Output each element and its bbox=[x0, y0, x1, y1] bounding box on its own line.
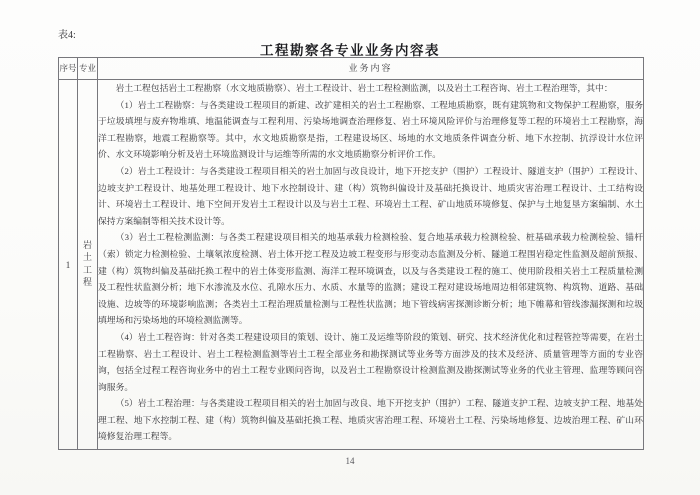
column-header-specialty: 专业 bbox=[78, 58, 98, 80]
column-header-index: 序号 bbox=[59, 58, 78, 80]
page-number: 14 bbox=[345, 456, 355, 466]
table-number-label: 表4: bbox=[58, 30, 76, 41]
specialty-vertical-label: 岩土工程 bbox=[83, 239, 93, 288]
content-paragraph: （3）岩土工程检测监测：与各类工程建设项目相关的地基承载力检测检验、复合地基承载力检测检验、桩基础承载力检测检验、锚杆（索）锁定力检测检验、土壤氡浓度检测、岩土体开挖工程及边坡工程变形与形变动态监测及分析、隧道工程围岩稳定性监测及超前预报、建（构）筑物纠偏及基础托换工程中的岩土体变形监测、海洋工程环境调查，以及与各类建设工程的施工、使用阶段相关岩土工程质量检测及工程性状监测分析；地下水渗流及水位、孔隙水压力、水质、水量等的监测；建设工程对建设场地周边相邻建筑物、构筑物、道路、基础设施、边坡等的环境影响监测；各类岩土工程治理质量检测与工程性状监测；地下管线病害探测诊断分析；地下帷幕和管线渗漏探测和垃圾填埋场和污染场地的环境检测监测等。 bbox=[98, 232, 643, 326]
content-paragraph: （2）岩土工程设计：与各类建设工程项目相关的岩土加固与改良设计，地下开挖支护（围护）工程设计、隧道支护（围护）工程设计、边坡支护工程设计、地基处理工程设计、地下水控制设计、建（构）筑物纠偏设计及基础托换设计、地质灾害治理工程设计、土工结构设计、环境岩土工程设计、地下空间开发岩土工程设计以及与岩土工程、环境岩土工程、矿山地质环境修复、保护与土地复垦方案编制、水土保持方案编制等相关技术设计等。 bbox=[98, 165, 643, 226]
column-header-business-content: 业务内容 bbox=[98, 58, 644, 80]
table-row bbox=[59, 80, 644, 450]
row-index-cell: 1 bbox=[59, 80, 78, 450]
page-title: 工程勘察各专业业务内容表 bbox=[260, 43, 440, 58]
content-paragraph: 岩土工程包括岩土工程勘察（水文地质勘察）、岩土工程设计、岩土工程检测监测，以及岩土工程咨询、岩土工程治理等，其中： bbox=[115, 83, 613, 93]
table-header-row bbox=[59, 58, 644, 80]
content-paragraph: （4）岩土工程咨询：针对各类工程建设项目的策划、设计、施工及运维等阶段的策划、研究、技术经济优化和过程管控等需要，在岩土工程勘察、岩土工程设计、岩土工程检测监测等岩土工程全部业务和勘探测试等业务等方面涉及的技术及经济、质量管理等方面的专业咨询，包括全过程工程咨询业务中的岩土工程专业顾问咨询，以及岩土工程勘察设计检测监测及勘探测试等业务的代业主管理、监理等顾问咨询服务。 bbox=[98, 331, 643, 392]
row-specialty-cell bbox=[78, 80, 98, 450]
content-paragraph: （5）岩土工程治理：与各类建设工程项目相关的岩土加固与改良、地下开挖支护（围护）工程、隧道支护工程、边坡支护工程、地基处理工程、地下水控制工程、建（构）筑物纠偏及基础托换工程、地质灾害治理工程、环境岩土工程、污染场地修复、边坡治理工程、矿山环境修复治理工程等。 bbox=[98, 398, 643, 442]
content-paragraph: （1）岩土工程勘察：与各类建设工程项目的新建、改扩建相关的岩土工程勘察、工程地质勘察，既有建筑物和文物保护工程勘察，服务于垃圾填埋与废弃物堆填、地温能调查与工程利用、污染场地调查治理修复、岩土环境风险评价与治理修复等工程的环境岩土工程勘察，海洋工程勘察，地震工程勘察等。其中，水文地质勘察是指，工程建设场区、场地的水文地质条件调查分析、地下水控制、抗浮设计水位评价、水文环境影响分析及岩土环境监测设计与运维等所需的水文地质勘察分析评价工作。 bbox=[98, 99, 643, 160]
business-content-table bbox=[58, 57, 644, 450]
row-business-content-cell bbox=[98, 80, 644, 450]
